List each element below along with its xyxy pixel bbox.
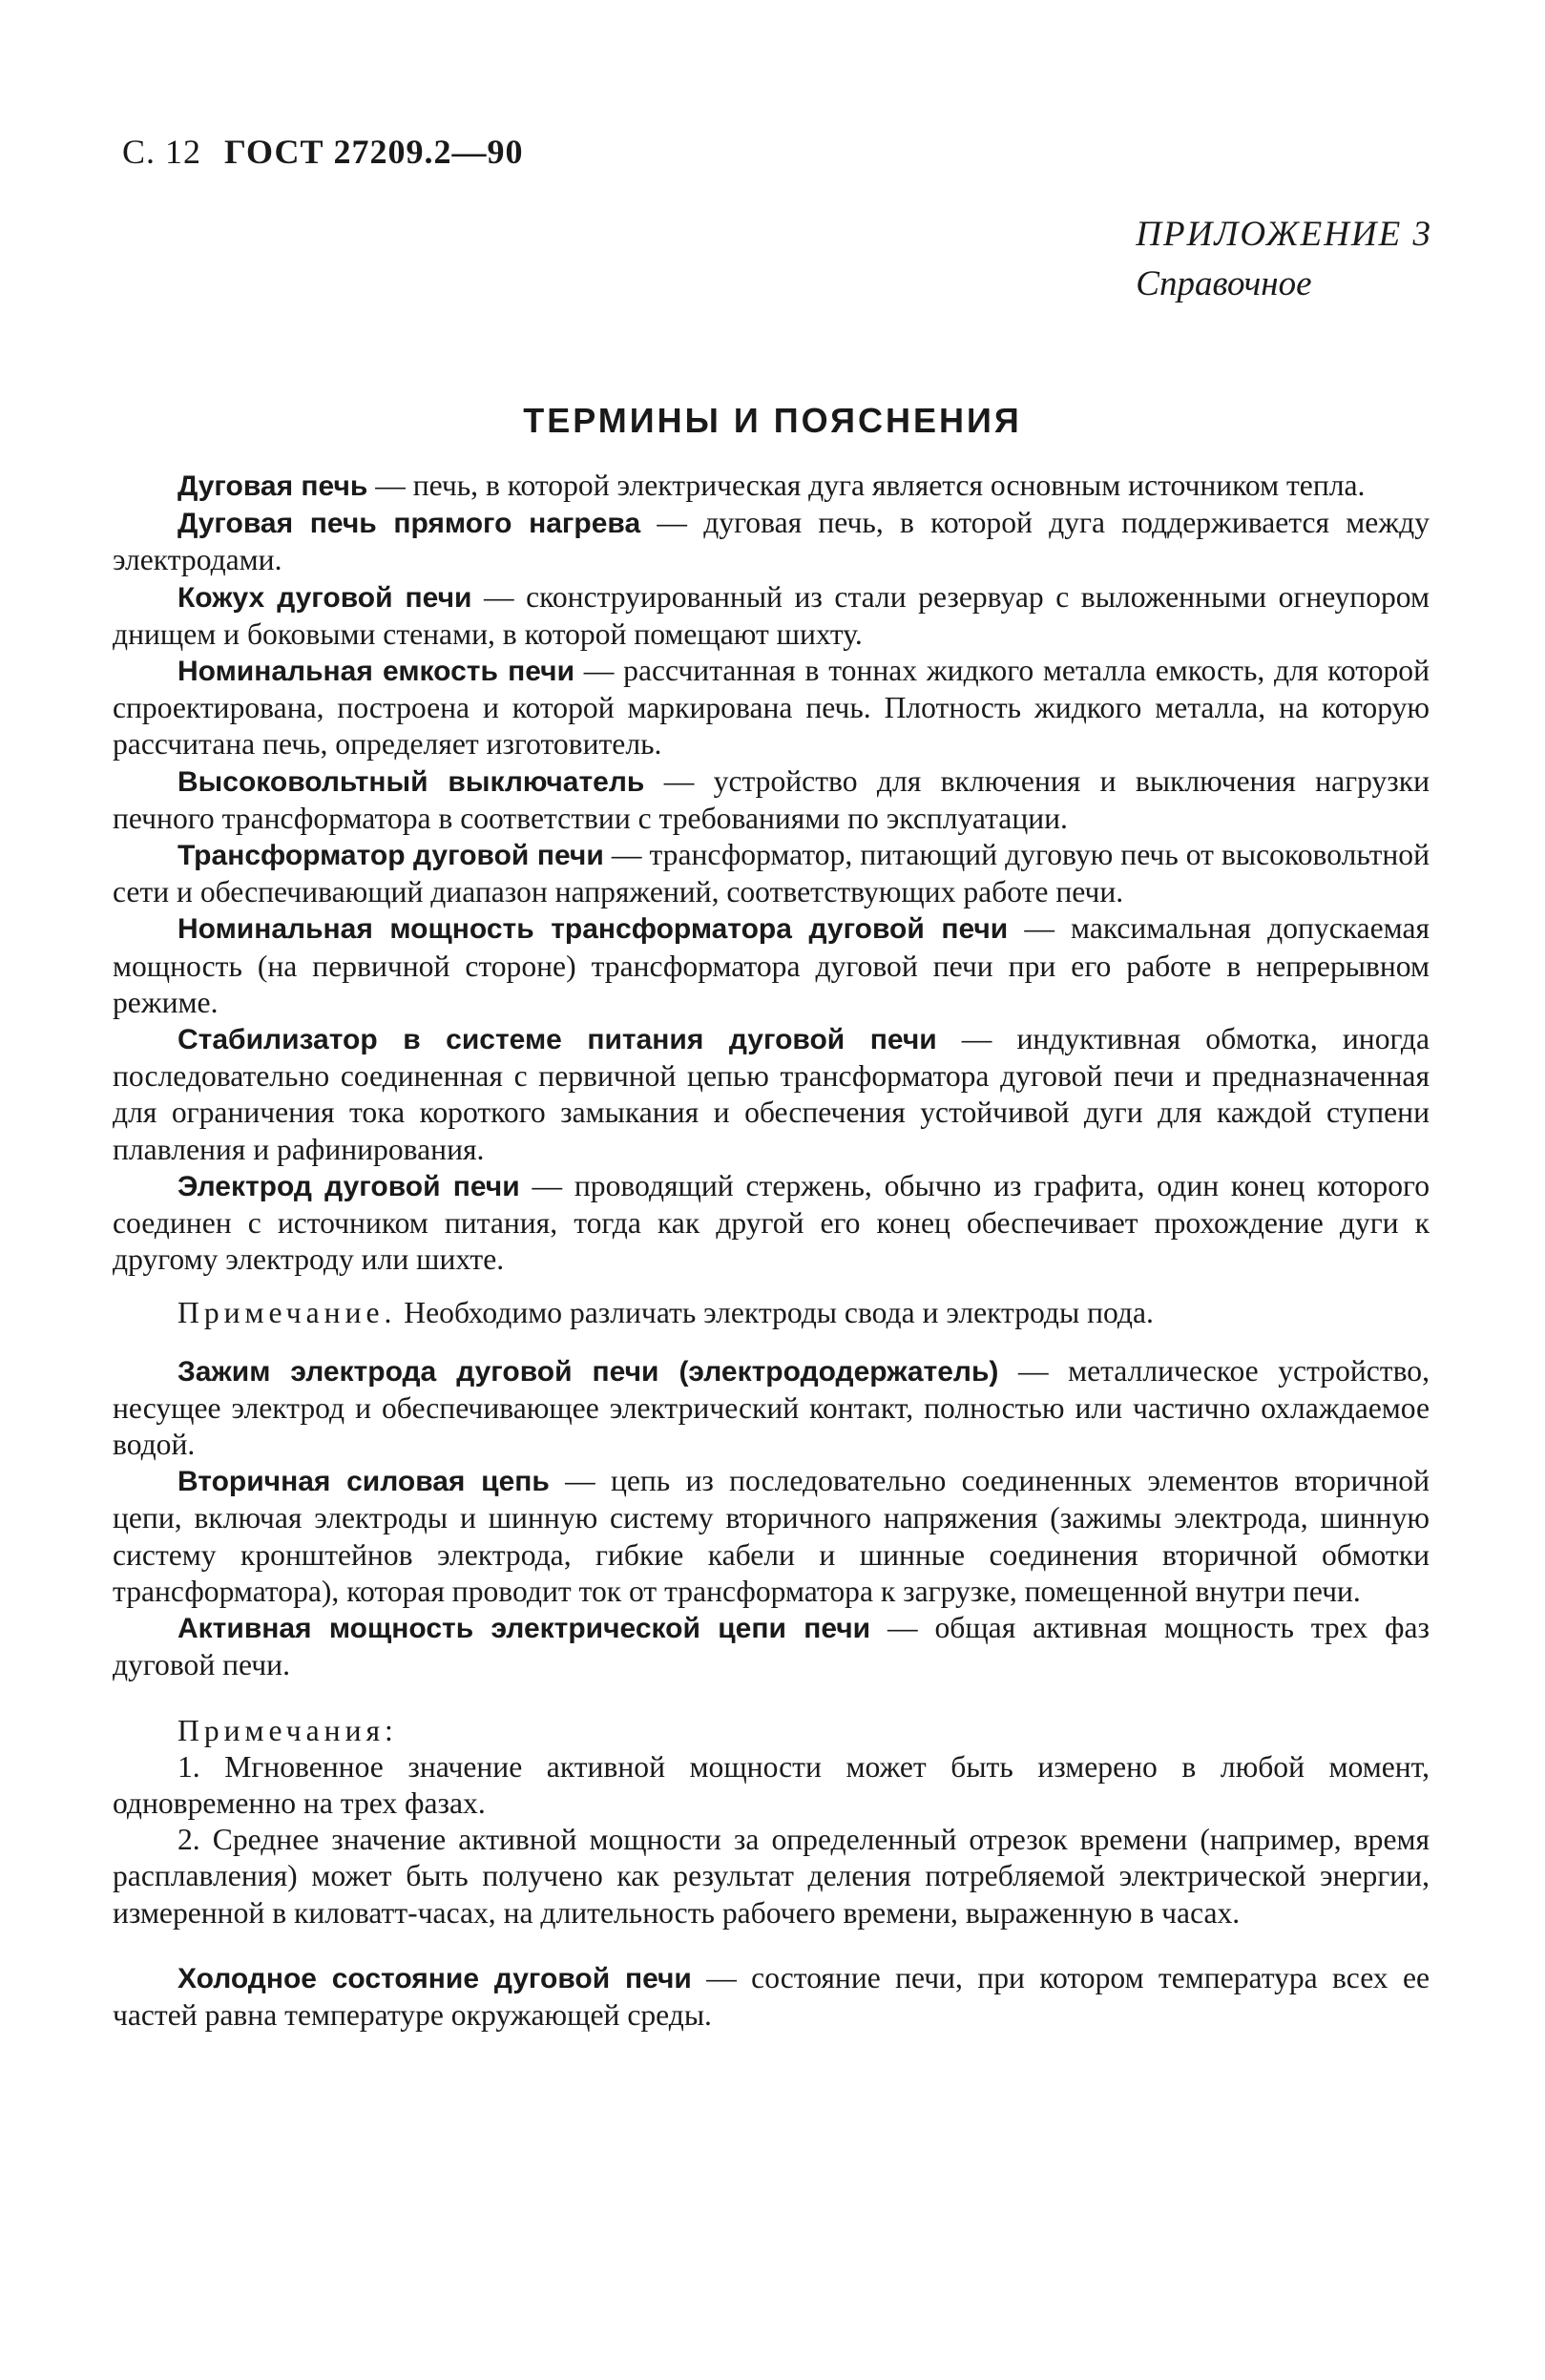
term-entry [113,837,1430,910]
note-item: 2. Среднее значение активной мощности за определенный отрезок времени (например, время расплавления) может быть получено как результат деления потребляемой электрической энергии, измеренной в киловатт-часах, на длительность рабочего времени, выраженную в часах. [113,1823,1430,1930]
term-entry [113,468,1430,505]
term-entry [113,653,1430,763]
notes-label: Примечания: [177,1713,398,1747]
term-definition: — состояние печи, при котором температура всех ее частей равна температуре окружающей среды. [113,1960,1430,2032]
term-definition: — трансформатор, питающий дуговую печь от высоковольтной сети и обеспечивающий диапазон напряжений, соответствующих работе печи. [113,838,1430,909]
term-definition: — устройство для включения и выключения нагрузки печного трансформатора в соответствии с требованиями по эксплуатации. [113,763,1430,835]
term-entry [113,505,1430,578]
term: Вторичная силовая цепь [177,1466,550,1498]
notes-block [113,1713,1430,1931]
term: Стабилизатор в системе питания дуговой печи [177,1024,937,1056]
term: Зажим электрода дуговой печи (электрододержатель) [177,1355,999,1388]
term-definition: — общая активная мощность трех фаз дуговой печи. [113,1611,1430,1682]
term-definition: — цепь из последовательно соединенных элементов вторичной цепи, включая электроды и шинную систему вторичного напряжения (зажимы электрода, шинную систему кронштейнов электрода, гибкие кабели и шинные соединения вторичной обмотки трансформатора), которая проводит ток от трансформатора к загрузке, помещенной внутри печи. [113,1464,1430,1608]
term-definition: — металлическое устройство, несущее электрод и обеспечивающее электрический контакт, полностью или частично охлаждаемое водой. [113,1353,1430,1462]
term: Высоковольтный выключатель [177,765,645,798]
section-title: ТЕРМИНЫ И ПОЯСНЕНИЯ [523,401,1022,440]
term-definition: — максимальная допускаемая мощность (на первичной стороне) трансформатора дуговой печи при его работе в непрерывном режиме. [113,911,1430,1019]
term-entry [113,1463,1430,1610]
term: Электрод дуговой печи [177,1170,520,1202]
appendix-title: ПРИЛОЖЕНИЕ 3 [1136,215,1432,254]
term: Трансформатор дуговой печи [177,840,604,872]
term: Номинальная емкость печи [177,656,575,688]
term-definition: — рассчитанная в тоннах жидкого металла емкость, для которой спроектирована, построена и которой маркирована печь. Плотность жидкого металла, на которую рассчитана печь, определяет изготовитель. [113,654,1430,762]
term-definition: — сконструированный из стали резервуар с выложенными огнеупором днищем и боковыми стенами, в которой помещают шихту. [113,579,1430,651]
term-entry [113,1021,1430,1168]
term-entry [113,1960,1430,2034]
term-definition: — индуктивная обмотка, иногда последовательно соединенная с первичной цепью трансформатора дуговой печи и предназначенная для ограничения тока короткого замыкания и обеспечения устойчивой дуги для каждой ступени плавления и рафинирования. [113,1022,1430,1166]
term-definition: — дуговая печь, в которой дуга поддерживается между электродами. [113,506,1430,577]
appendix-block [1136,210,1432,309]
term: Кожух дуговой печи [177,581,472,614]
term: Дуговая печь прямого нагрева [177,508,641,540]
term-entry [113,1353,1430,1464]
appendix-kind: Справочное [1136,264,1312,303]
term: Активная мощность электрической цепи печи [177,1613,871,1645]
term-entry [113,1610,1430,1683]
note-text: Необходимо различать электроды свода и электроды пода. [396,1296,1154,1330]
standard-number: ГОСТ 27209.2—90 [224,133,524,171]
term: Номинальная мощность трансформатора дуговой печи [177,913,1009,946]
document-body [113,468,1430,2034]
term-entry [113,579,1430,653]
note-label: Примечание. [177,1296,397,1330]
note [113,1295,1430,1331]
term: Холодное состояние дуговой печи [177,1962,692,1994]
term-definition: — печь, в которой электрическая дуга является основным источником тепла. [367,469,1366,502]
term: Дуговая печь [177,470,368,502]
running-header [122,132,523,172]
page-number: С. 12 [122,133,202,171]
term-definition: — проводящий стержень, обычно из графита, один конец которого соединен с источником питания, тогда как другой его конец обеспечивает прохождение дуги к другому электроду или шихте. [113,1168,1430,1277]
note-item: 1. Мгновенное значение активной мощности может быть измерено в любой момент, одновременно на трех фазах. [113,1749,1430,1820]
term-entry [113,763,1430,837]
term-entry [113,910,1430,1021]
term-entry [113,1168,1430,1279]
